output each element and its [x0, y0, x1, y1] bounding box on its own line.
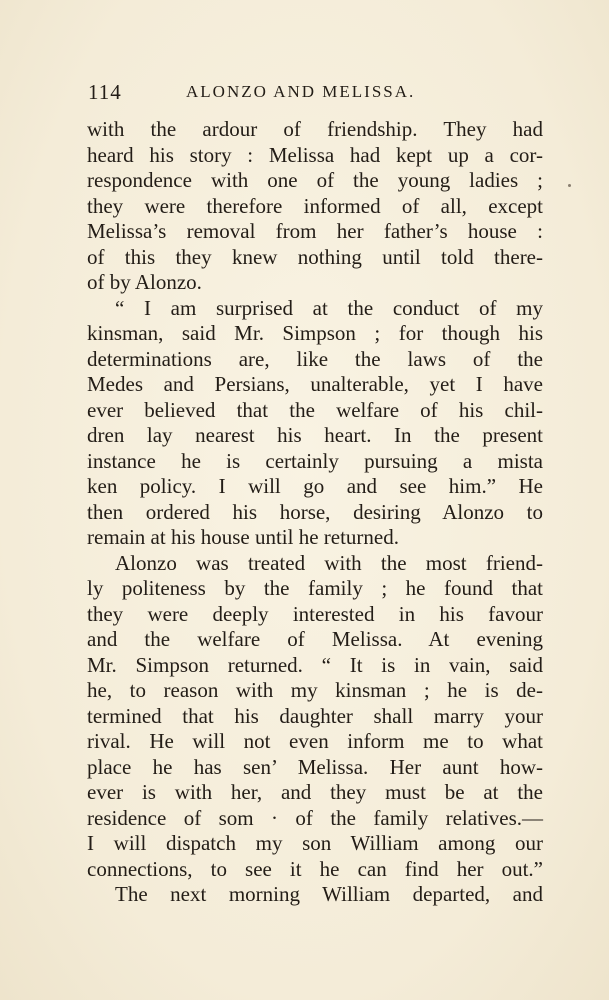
- text-line: he, to reason with my kinsman ; he is de-: [87, 678, 543, 702]
- text-line: ever is with her, and they must be at the: [87, 780, 543, 804]
- text-line: Melissa’s removal from her father’s house :: [87, 219, 543, 243]
- text-line: Mr. Simpson returned. “ It is in vain, said: [87, 652, 543, 677]
- text-line: Alonzo was treated with the most friend-: [115, 550, 543, 575]
- text-line: and the welfare of Melissa. At evening: [87, 627, 543, 651]
- text-line: heard his story : Melissa had kept up a cor-: [87, 142, 543, 167]
- running-head: ALONZO AND MELISSA.: [186, 82, 416, 101]
- text-line: they were therefore informed of all, except: [87, 193, 543, 218]
- text-line: rival. He will not even inform me to what: [87, 729, 543, 753]
- text-line: Medes and Persians, unalterable, yet I have: [87, 372, 543, 396]
- text-line: connections, to see it he can find her out.”: [87, 856, 543, 881]
- text-line: ever believed that the welfare of his chil-: [87, 397, 543, 422]
- text-line: ly politeness by the family ; he found that: [87, 576, 543, 600]
- text-line: “ I am surprised at the conduct of my: [115, 295, 543, 320]
- text-line: The next morning William departed, and: [115, 882, 543, 906]
- text-line: instance he is certainly pursuing a mista: [87, 448, 543, 473]
- page-header: [88, 80, 543, 110]
- text-line: I will dispatch my son William among our: [87, 831, 543, 855]
- text-line: with the ardour of friendship. They had: [87, 117, 543, 141]
- text-line: dren lay nearest his heart. In the present: [87, 423, 543, 447]
- text-line: of by Alonzo.: [87, 270, 202, 294]
- body-text: [87, 117, 543, 908]
- text-line: determinations are, like the laws of the: [87, 346, 543, 371]
- paper-speck: [568, 184, 571, 187]
- text-line: kinsman, said Mr. Simpson ; for though his: [87, 321, 543, 345]
- text-line: of this they knew nothing until told there-: [87, 244, 543, 269]
- text-line: they were deeply interested in his favour: [87, 601, 543, 626]
- page-number: 114: [88, 80, 122, 104]
- text-line: remain at his house until he returned.: [87, 525, 399, 549]
- text-line: place he has sen’ Melissa. Her aunt how-: [87, 754, 543, 779]
- text-line: then ordered his horse, desiring Alonzo to: [87, 499, 543, 524]
- text-line: ken policy. I will go and see him.” He: [87, 474, 543, 498]
- text-line: residence of som · of the family relatives.—: [87, 805, 543, 830]
- text-line: termined that his daughter shall marry your: [87, 703, 543, 728]
- text-line: respondence with one of the young ladies ;: [87, 168, 543, 192]
